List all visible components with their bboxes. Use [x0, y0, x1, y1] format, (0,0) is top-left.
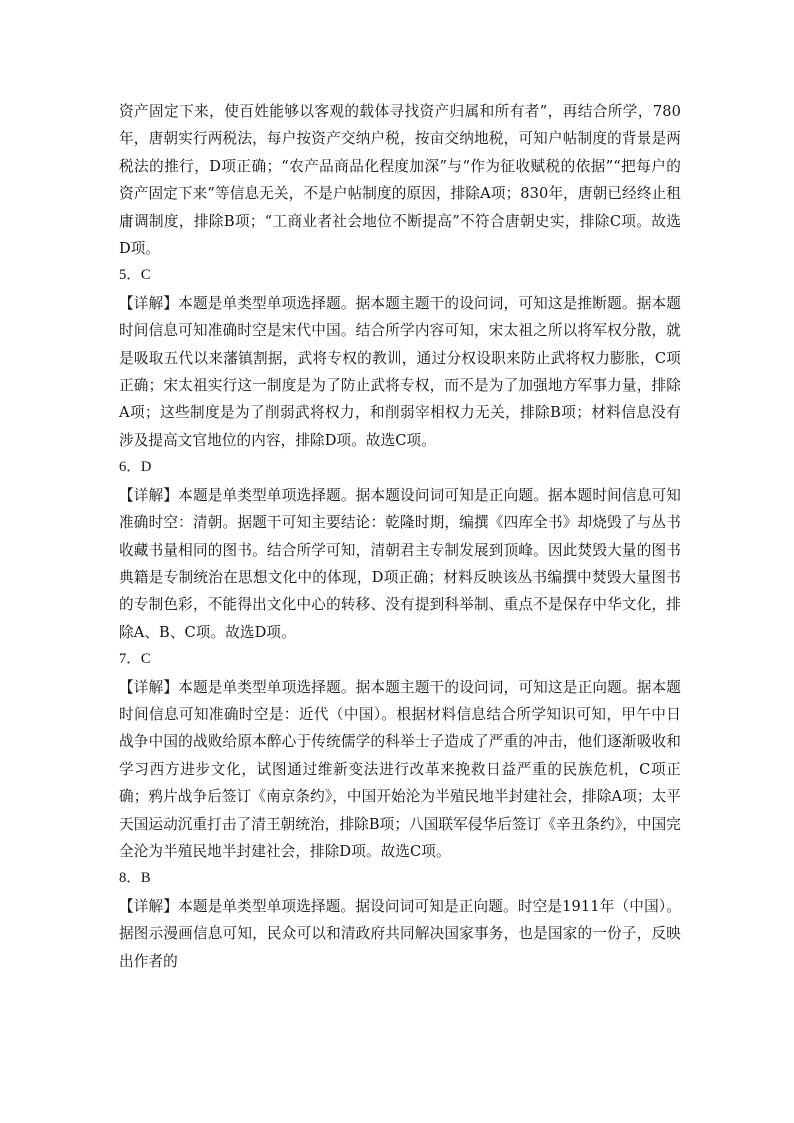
question-7-answer: 7．C — [119, 651, 151, 668]
answer-7-explanation: 【详解】本题是单类型单项选择题。据本题主题干的设问词，可知这是正向题。据本题时间信息可知准确时空是：近代（中国）。根据材料信息结合所学知识可知，甲午中日战争中国的战败给原本醉心于传统儒学的科举士子造成了严重的冲击，他们逐渐吸收和学习西方进步文化，试图通过维新变法进行改革来挽救日益严重的民族危机，C项正确；鸦片战争后签订《南京条约》，中国开始沦为半殖民地半封建社会，排除A项；太平天国运动沉重打击了清王朝统治，排除B项；八国联军侵华后签订《辛丑条约》，中国完全沦为半殖民地半封建社会，排除D项。故选C项。 — [119, 678, 681, 860]
question-6-answer: 6．D — [119, 459, 152, 476]
answer-explanations — [119, 98, 681, 975]
question-5-answer: 5．C — [119, 267, 151, 284]
question-8-answer: 8．B — [119, 870, 151, 887]
answer-6-explanation: 【详解】本题是单类型单项选择题。据本题设问词可知是正向题。据本题时间信息可知准确时空：清朝。据题干可知主要结论：乾隆时期，编撰《四库全书》却烧毁了与丛书收藏书量相同的图书。结合所学可知，清朝君主专制发展到顶峰。因此焚毁大量的图书典籍是专制统治在思想文化中的体现，D项正确；材料反映该丛书编撰中焚毁大量图书的专制色彩，不能得出文化中心的转移、没有提到科举制、重点不是保存中华文化，排除A、B、C项。故选D项。 — [119, 486, 681, 641]
answer-4-explanation-continued: 资产固定下来，使百姓能够以客观的载体寻找资产归属和所有者”，再结合所学，780年，唐朝实行两税法，每户按资产交纳户税，按亩交纳地税，可知户帖制度的背景是两税法的推行，D项正确；“农产品商品化程度加深”与“作为征收赋税的依据”“把每户的资产固定下来”等信息无关，不是户帖制度的原因，排除A项；830年，唐朝已经终止租庸调制度，排除B项；“工商业者社会地位不断提高”不符合唐朝史实，排除C项。故选D项。 — [119, 103, 681, 258]
answer-5-explanation: 【详解】本题是单类型单项选择题。据本题主题干的设问词，可知这是推断题。据本题时间信息可知准确时空是宋代中国。结合所学内容可知，宋太祖之所以将军权分散，就是吸取五代以来藩镇割据，武将专权的教训，通过分权设职来防止武将权力膨胀，C项正确；宋太祖实行这一制度是为了防止武将专权，而不是为了加强地方军事力量，排除A项；这些制度是为了削弱武将权力，和削弱宰相权力无关，排除B项；材料信息没有涉及提高文官地位的内容，排除D项。故选C项。 — [119, 294, 681, 449]
answer-8-explanation: 【详解】本题是单类型单项选择题。据设问词可知是正向题。时空是1911年（中国）。据图示漫画信息可知，民众可以和清政府共同解决国家事务，也是国家的一份子，反映出作者的 — [119, 897, 681, 970]
